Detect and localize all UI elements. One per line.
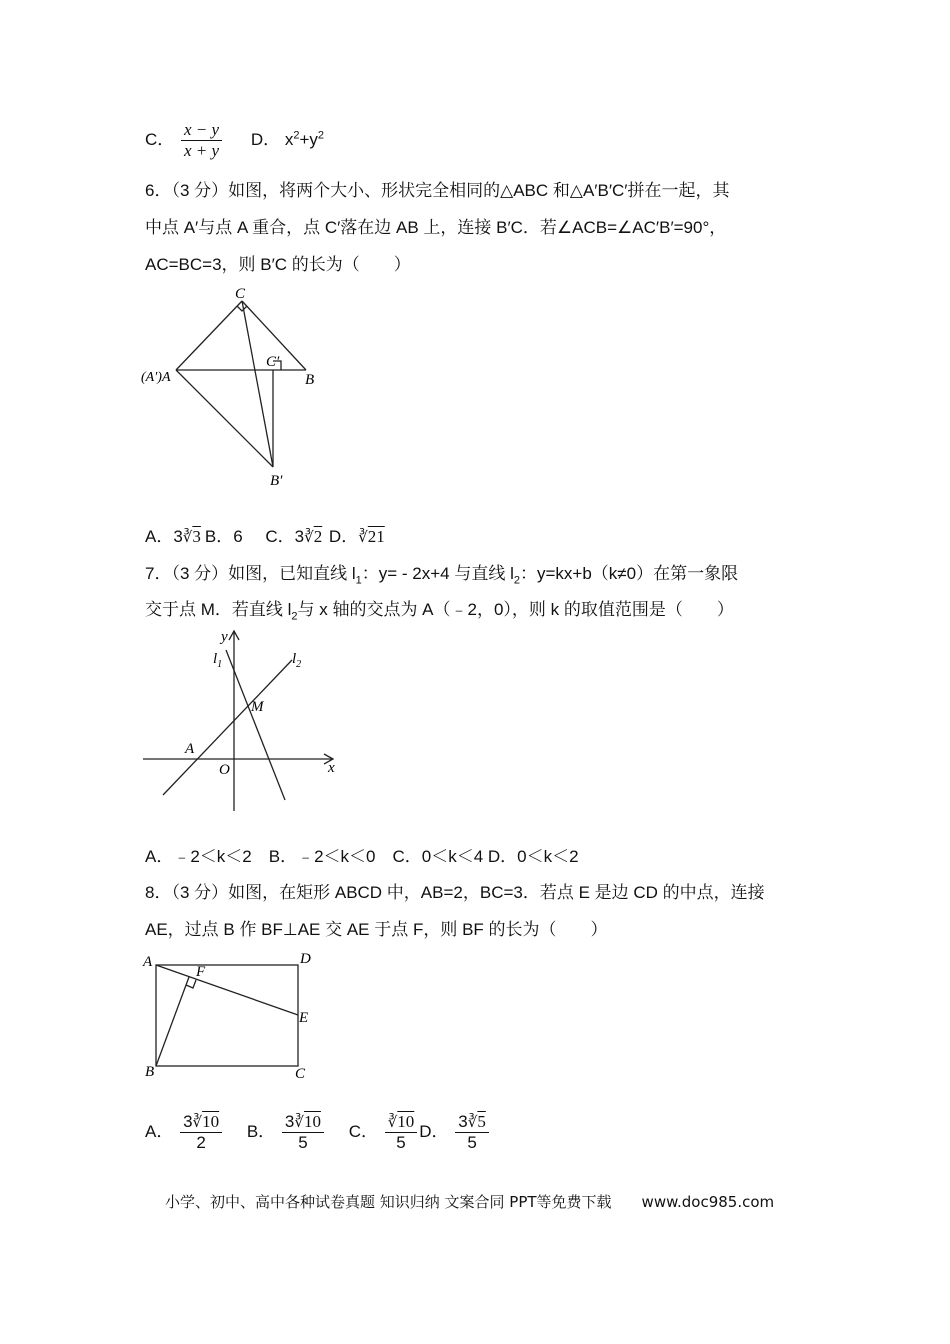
q7-stem-line2: 交于点 M．若直线 $l_2$与 x 轴的交点为 A（﹣2，0），则 k 的取值范围是（ ） xyxy=(145,600,734,623)
q5-option-d-label: D． xyxy=(250,129,281,149)
q5-option-c-fraction xyxy=(181,120,222,161)
q5-c-numerator: x − y xyxy=(181,120,222,141)
q8-stem-line1: 8．（3 分）如图，在矩形 ABCD 中，AB=2，BC=3．若点 E 是边 CD 的中点，连接 xyxy=(145,883,765,902)
q6-label-c: C xyxy=(235,286,246,302)
q6-stem-line1: 6．（3 分）如图，将两个大小、形状完全相同的△ABC 和△A′B′C′拼在一起，其 xyxy=(145,181,730,200)
q8-stem-line2: AE，过点 B 作 BF⊥AE 交 AE 于点 F，则 BF 的长为（ ） xyxy=(145,920,608,939)
q5-options xyxy=(145,120,324,161)
q5-option-c-label: C． xyxy=(145,129,175,149)
q7-figure xyxy=(138,625,348,815)
q8-label-c: C xyxy=(295,1066,306,1082)
q8-label-e: E xyxy=(299,1010,309,1026)
q6-option-d: D．∛21 xyxy=(328,527,385,546)
q6-seg-abp xyxy=(176,370,273,467)
q8-option-d-fraction: $\frac{3∛5}{5}$ xyxy=(455,1112,489,1153)
q6-options xyxy=(145,526,385,548)
q7-label-m: M xyxy=(251,699,264,715)
q8-option-b-fraction: $\frac{3∛10}{5}$ xyxy=(282,1112,324,1153)
q6-stem-line2: 中点 A′与点 A 重合，点 C′落在边 AB 上，连接 B′C．若∠ACB=∠AC′B′=90°， xyxy=(145,218,727,237)
q8-option-a-fraction: $\frac{3∛10}{2}$ xyxy=(180,1112,222,1153)
q6-label-bp: B′ xyxy=(270,473,283,489)
q8-label-b: B xyxy=(145,1064,155,1080)
q6-figure xyxy=(138,284,338,494)
q5-option-d-text: $x^2+y^2$ xyxy=(284,129,325,149)
q7-label-a: A xyxy=(185,741,195,757)
q6-right-angle-c xyxy=(237,306,247,311)
q6-label-a: (A′)A xyxy=(141,370,171,385)
q8-option-d-label: D． xyxy=(419,1121,449,1141)
q5-c-denominator: x + y xyxy=(184,141,220,160)
q7-label-l1: $l_1$ xyxy=(213,651,223,670)
q6-seg-cbp xyxy=(242,301,273,467)
q8-option-b-label: B． xyxy=(246,1121,276,1141)
q7-options: A．﹣2＜k＜2 B．﹣2＜k＜0 C．0＜k＜4 D．0＜k＜2 xyxy=(145,847,579,866)
q8-option-c-label: C． xyxy=(348,1121,378,1141)
q8-option-c-fraction: $\frac{∛10}{5}$ xyxy=(385,1112,418,1153)
q8-rectangle xyxy=(156,965,298,1066)
q6-seg-ca xyxy=(176,301,242,370)
q6-label-cp: C′ xyxy=(266,354,280,370)
q6-label-b: B xyxy=(305,372,315,388)
page-footer: 小学、初中、高中各种试卷真题 知识归纳 文案合同 PPT等免费下载 www.doc985.com xyxy=(165,1193,775,1211)
q7-stem-line1: 7．（3 分）如图，已知直线 $l_1$：y= ‐ 2x+4 与直线 $l_2$：y=kx+b（k≠0）在第一象限 xyxy=(145,564,739,587)
q6-option-c: C．3∛2 xyxy=(265,527,323,546)
q8-label-a: A xyxy=(143,954,153,970)
q8-seg-bf xyxy=(156,977,189,1066)
q8-figure xyxy=(138,948,328,1088)
q6-option-a: A．3∛3 xyxy=(145,527,201,546)
q8-options xyxy=(145,1112,491,1153)
q7-label-l2: $l_2$ xyxy=(292,651,302,670)
q6-stem-line3: AC=BC=3，则 B′C 的长为（ ） xyxy=(145,255,411,274)
q6-option-b: B．6 xyxy=(204,527,243,546)
q7-label-o: O xyxy=(219,762,230,778)
q8-label-f: F xyxy=(196,964,206,980)
q7-label-x: x xyxy=(328,760,335,776)
q7-label-y: y xyxy=(221,629,228,645)
q8-option-a-label: A． xyxy=(145,1121,174,1141)
q8-label-d: D xyxy=(300,951,311,967)
q7-line-l1 xyxy=(226,650,285,800)
